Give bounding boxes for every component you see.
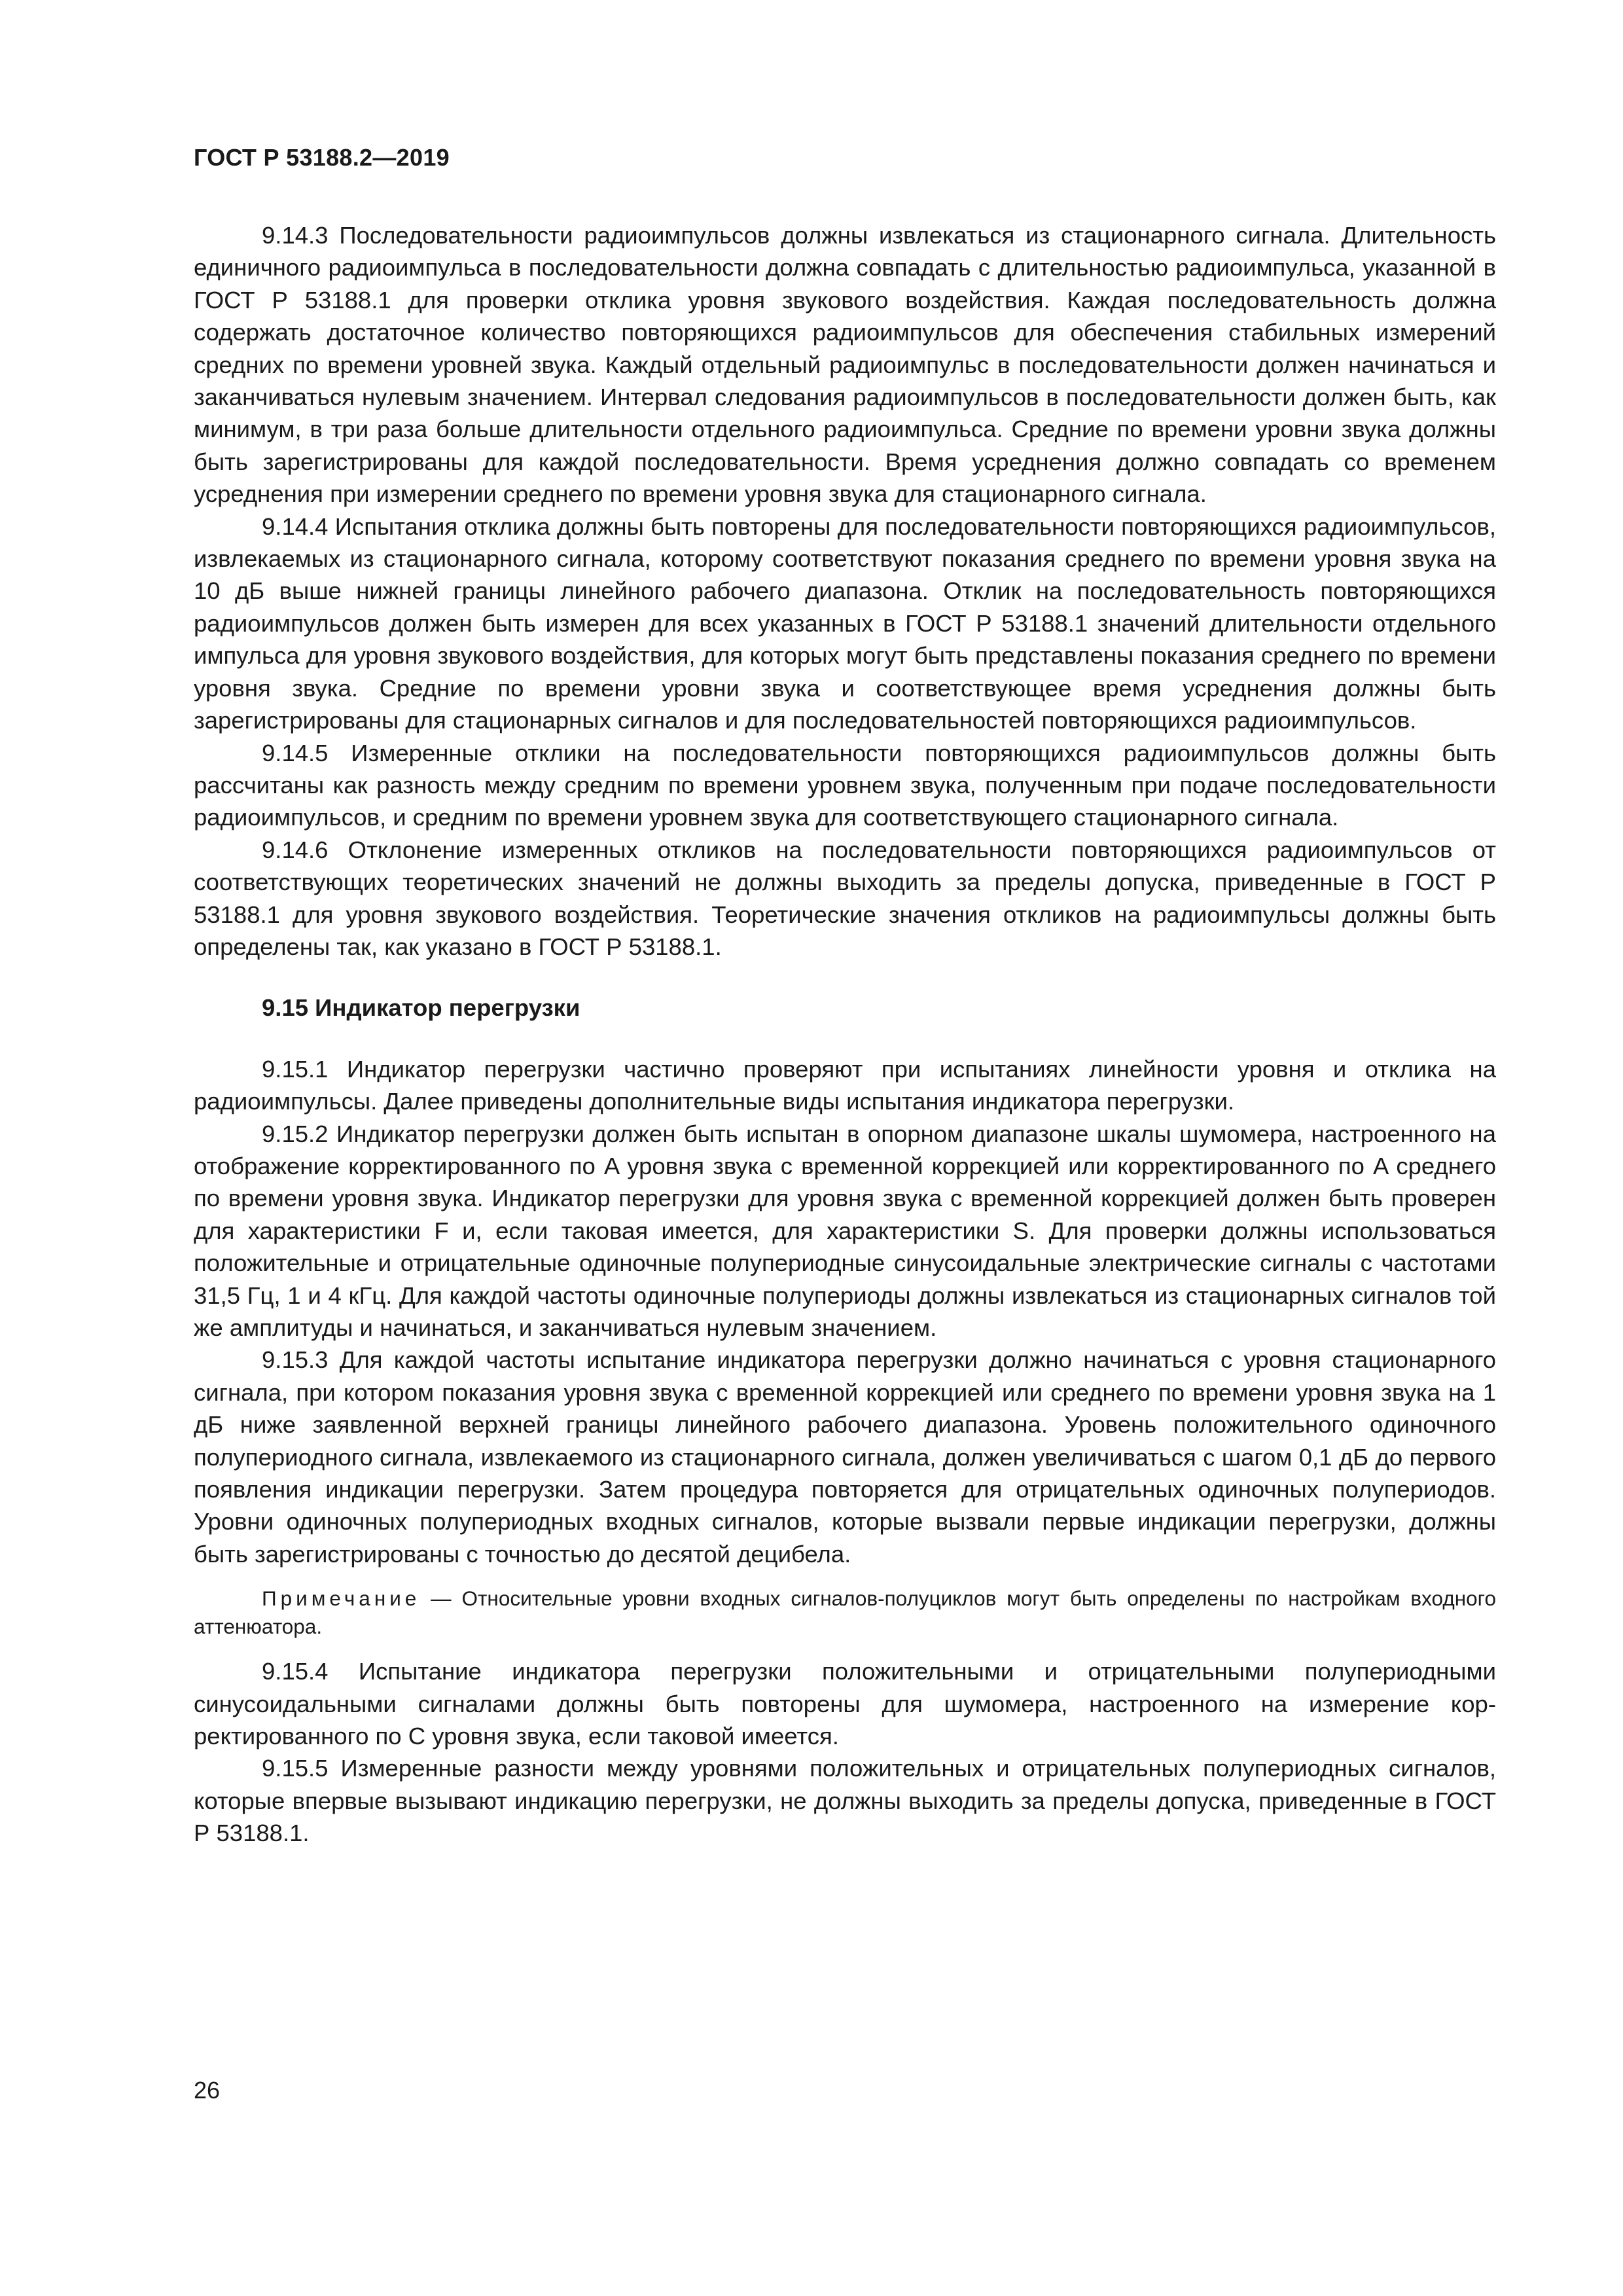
paragraph-9-14-4: 9.14.4 Испытания отклика должны быть повторены для последовательности повторяющихся радиоимпульсов, извлекаемых из стационарного сигнала, которому соответствуют показания среднего по времени уровня звука на 10 дБ выше нижней границы линейного рабочего диапазона. Отклик на последовательность повторяющихся радиоимпульсов должен быть измерен для всех указанных в ГОСТ Р 53188.1 значений длительности отдельного импульса для уровня звукового воздействия, для которых могут быть представлены показания среднего по времени уровня звука. Средние по времени уровни звука и соответствующее время усреднения должны быть зарегистрированы для стационарных сигналов и для последовательностей повторяющихся радиоимпульсов.	[194, 512, 1496, 734]
document-header: ГОСТ Р 53188.2—2019	[194, 144, 450, 171]
paragraph-9-14-6: 9.14.6 Отклонение измеренных откликов на последовательности повторяющихся радиоимпульсов от соответствующих теоретических значений не должны выходить за пределы допуска, приведенные в ГОСТ Р 53188.1 для уровня звукового воздействия. Теоретические значения откликов на радиоимпульсы должны быть определены так, как указано в ГОСТ Р 53188.1.	[194, 836, 1496, 960]
note-text: — Относительные уровни входных сигналов-полуциклов могут быть определены по настройкам входного аттенюатора.	[194, 1587, 1496, 1639]
paragraph-9-15-4: 9.15.4 Испытание индикатора перегрузки положительными и отрицательными полупериодными синусоидальными сигналами должны быть повторены для шумомера, настроенного на измерение корректированного по C уровня звука, если таковой имеется.	[194, 1658, 1496, 1750]
paragraph-9-14-3: 9.14.3 Последовательности радиоимпульсов должны извлекаться из стационарного сигнала. Длительность единичного радиоимпульса в последовательности должна совпадать с длительностью радиоимпульса, указанной в ГОСТ Р 53188.1 для проверки отклика уровня звукового воздействия. Каждая последовательность должна содержать достаточное количество повторяющихся радиоимпульсов для обеспечения стабильных измерений средних по времени уровней звука. Каждый отдельный радиоимпульс в последовательности должен начинаться и заканчиваться нулевым значением. Интервал следования радиоимпульсов в последовательности должен быть, как минимум, в три раза больше длительности отдельного радиоимпульса. Средние по времени уровни звука должны быть зарегистрированы для каждой последовательности. Время усреднения должно совпадать со временем усреднения при измерении среднего по времени уровня звука для стационарного сигнала.	[194, 222, 1496, 508]
page-number: 26	[194, 2077, 221, 2104]
paragraph-9-15-3: 9.15.3 Для каждой частоты испытание индикатора перегрузки должно начинаться с уровня стационарного сигнала, при котором показания уровня звука с временной коррекцией или среднего по времени уровня звука на 1 дБ ниже заявленной верхней границы линейного рабочего диапазона. Уровень положительного одиночного полупериодного сигнала, извлекаемого из стационарного сигнала, должен увеличиваться с шагом 0,1 дБ до первого появления индикации перегрузки. Затем процедура повторяется для отрицательных одиночных полупериодов. Уровни одиночных полупериодных входных сигналов, которые вызвали первые индикации перегрузки, должны быть зарегистрированы с точностью до десятой децибела.	[194, 1346, 1496, 1568]
note-label: Примечание	[262, 1587, 421, 1611]
paragraph-9-15-5: 9.15.5 Измеренные разности между уровнями положительных и отрицательных полупериодных сигналов, которые впервые вызывают индикацию перегрузки, не должны выходить за пределы допуска, приведенные в ГОСТ Р 53188.1.	[194, 1755, 1496, 1847]
paragraph-9-14-5: 9.14.5 Измеренные отклики на последовательности повторяющихся радиоимпульсов должны быть рассчитаны как разность между средним по времени уровнем звука, полученным при подаче последовательности радиоимпульсов, и средним по времени уровнем звука для соответствующего стационарного сигнала.	[194, 739, 1496, 831]
paragraph-9-15-1: 9.15.1 Индикатор перегрузки частично проверяют при испытаниях линейности уровня и отклика на радиоимпульсы. Далее приведены дополнительные виды испытания индикатора перегрузки.	[194, 1055, 1496, 1115]
note	[194, 1585, 1496, 1641]
paragraph-9-15-2: 9.15.2 Индикатор перегрузки должен быть испытан в опорном диапазоне шкалы шумомера, настроенного на отображение корректированного по A уровня звука с временной коррекцией или корректированного по A среднего по времени уровня звука. Индикатор перегрузки для уровня звука с временной коррекцией должен быть проверен для характеристики F и, если таковая имеется, для характеристики S. Для проверки должны использоваться положительные и отрицательные одиночные полупериодные синусоидальные электрические сигналы с частотами 31,5 Гц, 1 и 4 кГц. Для каждой частоты одиночные полупериоды должны извлекаться из стационарных сигналов той же амплитуды и начинаться, и заканчиваться нулевым значением.	[194, 1120, 1496, 1341]
section-title-9-15: 9.15 Индикатор перегрузки	[262, 994, 580, 1022]
document-body	[194, 219, 1496, 1850]
